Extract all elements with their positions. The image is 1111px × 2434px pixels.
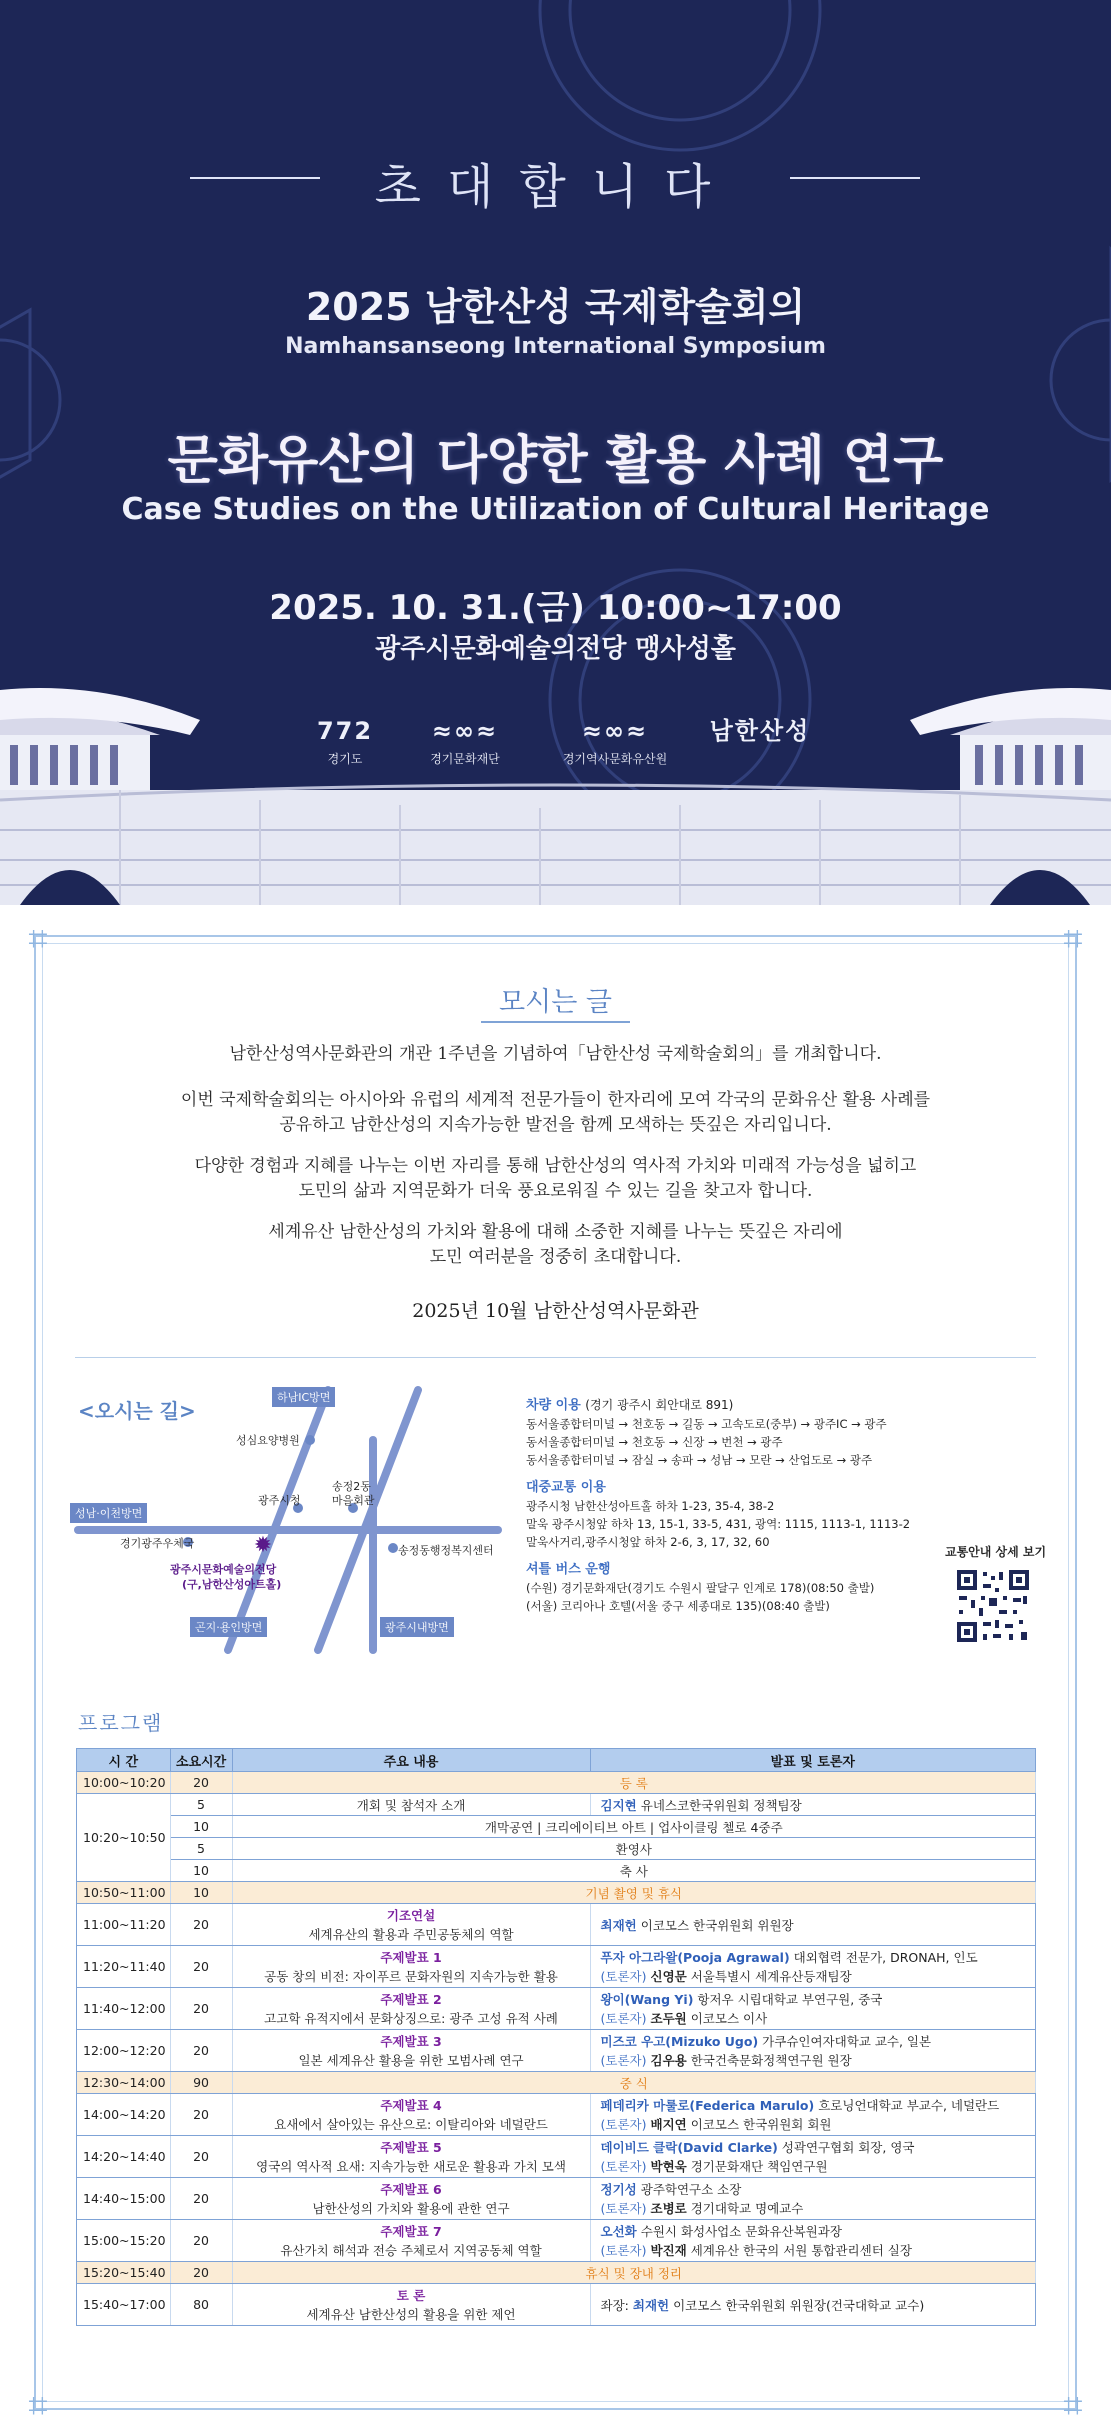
cell-duration: 10 — [170, 1860, 232, 1882]
letter-paragraph — [100, 1154, 1011, 1204]
program-title: 프로그램 — [78, 1711, 164, 1735]
car-route: 동서울종합터미널 → 잠실 → 송파 → 성남 → 모란 → 산업도로 → 광주 — [526, 1453, 873, 1467]
table-row — [77, 2030, 1036, 2072]
table-row — [77, 1816, 1036, 1838]
letter-title: 모시는 글 — [499, 987, 612, 1018]
cell-time: 14:20~14:40 — [77, 2136, 171, 2178]
cell-content: 등 록 — [232, 1772, 1035, 1794]
cell-time: 11:20~11:40 — [77, 1946, 171, 1988]
cell-time: 10:20~10:50 — [77, 1794, 171, 1882]
event-venue: 광주시문화예술의전당 맹사성홀 — [375, 634, 736, 664]
cell-speaker: 좌장: 최재헌 이코모스 한국위원회 위원장(건국대학교 교수) — [590, 2284, 1035, 2326]
cell-time: 15:00~15:20 — [77, 2220, 171, 2262]
cell-content: 축 사 — [232, 1860, 1035, 1882]
table-row — [77, 1946, 1036, 1988]
transport-info — [526, 1390, 946, 1615]
col-time: 시 간 — [77, 1749, 171, 1772]
cell-content: 기념 촬영 및 휴식 — [232, 1882, 1035, 1904]
qr-code-icon[interactable] — [955, 1568, 1031, 1644]
cell-content: 주제발표 5 영국의 역사적 요새: 지속가능한 새로운 활용과 가치 모색 — [232, 2136, 590, 2178]
cell-content: 중 식 — [232, 2072, 1035, 2094]
shuttle-line: (서울) 코리아나 호텔(서울 중구 세종대로 135)(08:40 출발) — [526, 1599, 830, 1613]
car-route: 동서울종합터미널 → 천호동 → 신장 → 번천 → 광주 — [526, 1435, 783, 1449]
cell-speaker: 페데리카 마룰로(Federica Marulo) 흐로닝언대학교 부교수, 네덜란드 (토론자) 배지연 이코모스 한국위원회 회원 — [590, 2094, 1035, 2136]
cell-duration: 20 — [170, 1946, 232, 1988]
logo-gyeonggi-cultural-foundation — [405, 716, 525, 767]
logo-label: 경기역사문화유산원 — [562, 752, 668, 766]
table-row — [77, 2178, 1036, 2220]
table-row — [77, 1794, 1036, 1816]
cell-speaker: 최재헌 이코모스 한국위원회 위원장 — [590, 1904, 1035, 1946]
map-label-songjeong: 송정2동 — [332, 1480, 371, 1493]
letter-signature: 2025년 10월 남한산성역사문화관 — [412, 1300, 699, 1322]
cell-duration: 90 — [170, 2072, 232, 2094]
map-label-seongnam: 성남·이천방면 — [70, 1503, 147, 1523]
col-duration: 소요시간 — [170, 1749, 232, 1772]
table-row — [77, 1772, 1036, 1794]
cell-speaker: 푸자 아그라왈(Pooja Agrawal) 대외협력 전문가, DRONAH, 인도 (토론자) 신영문 서울특별시 세계유산등재팀장 — [590, 1946, 1035, 1988]
map-label-hanam-ic: 하남IC방면 — [272, 1387, 335, 1407]
cell-content: 주제발표 6 남한산성의 가치와 활용에 관한 연구 — [232, 2178, 590, 2220]
sponsor-logos — [305, 716, 825, 776]
logo-mark: 772 — [316, 717, 374, 745]
cell-duration: 10 — [170, 1816, 232, 1838]
cell-content: 주제발표 7 유산가치 해석과 전승 주체로서 지역공동체 역할 — [232, 2220, 590, 2262]
cell-content: 휴식 및 장내 정리 — [232, 2262, 1035, 2284]
logo-namhansanseong — [705, 716, 815, 746]
cell-time: 15:40~17:00 — [77, 2284, 171, 2326]
paragraph-line: 도민 여러분을 정중히 초대합니다. — [429, 1247, 682, 1267]
cell-duration: 20 — [170, 1988, 232, 2030]
cell-speaker: 미즈코 우고(Mizuko Ugo) 가쿠슈인여자대학교 교수, 일본 (토론자) 김우용 한국건축문화정책연구원 원장 — [590, 2030, 1035, 2072]
car-heading: 차량 이용 (경기 광주시 회안대로 891) — [526, 1398, 734, 1413]
cell-content: 기조연설 세계유산의 활용과 주민공동체의 역할 — [232, 1904, 590, 1946]
cell-speaker: 데이비드 클락(David Clarke) 성곽연구협회 회장, 영국 (토론자) 박현욱 경기문화재단 책임연구원 — [590, 2136, 1035, 2178]
col-content: 주요 내용 — [232, 1749, 590, 1772]
cell-duration: 20 — [170, 1772, 232, 1794]
cell-speaker: 오선화 수원시 화성사업소 문화유산복원과장 (토론자) 박진재 세계유산 한국의 서원 통합관리센터 실장 — [590, 2220, 1035, 2262]
table-row — [77, 1904, 1036, 1946]
cell-content: 주제발표 1 공동 창의 비전: 자이푸르 문화자원의 지속가능한 활용 — [232, 1946, 590, 1988]
col-speaker: 발표 및 토론자 — [590, 1749, 1035, 1772]
cell-time: 10:00~10:20 — [77, 1772, 171, 1794]
map-label-hospital: 성심요양병원 — [236, 1434, 300, 1447]
table-row — [77, 1860, 1036, 1882]
map-label-venue-old: (구,남한산성아트홀) — [182, 1578, 282, 1591]
event-date: 2025. 10. 31.(금) 10:00~17:00 — [269, 588, 842, 628]
paragraph-line: 이번 국제학술회의는 아시아와 유럽의 세계적 전문가들이 한자리에 모여 각국의 문화유산 활용 사례를 — [180, 1090, 931, 1110]
cell-time: 12:30~14:00 — [77, 2072, 171, 2094]
corner-ornament-icon: ⌗ — [28, 2386, 48, 2426]
logo-mark: ≈∞≈ — [581, 717, 649, 745]
transit-line: 광주시청 남한산성아트홀 하차 1-23, 35-4, 38-2 — [526, 1499, 775, 1513]
cell-content: 주제발표 2 고고학 유적지에서 문화상징으로: 광주 고성 유적 사례 — [232, 1988, 590, 2030]
logo-gyeonggi — [305, 716, 385, 767]
event-theme-en: Case Studies on the Utilization of Cultural Heritage — [121, 492, 990, 527]
cell-speaker: 왕이(Wang Yi) 항저우 시립대학교 부연구원, 중국 (토론자) 조두원 이코모스 이사 — [590, 1988, 1035, 2030]
table-row — [77, 2094, 1036, 2136]
letter-paragraph — [100, 1042, 1011, 1067]
cell-content: 주제발표 3 일본 세계유산 활용을 위한 모범사례 연구 — [232, 2030, 590, 2072]
cell-content: 환영사 — [232, 1838, 1035, 1860]
cell-time: 11:40~12:00 — [77, 1988, 171, 2030]
map-label-post-office: 경기광주우체국 — [120, 1537, 195, 1550]
cell-duration: 20 — [170, 2094, 232, 2136]
table-row — [77, 1882, 1036, 1904]
hero-banner — [0, 0, 1111, 905]
cell-content: 주제발표 4 요새에서 살아있는 유산으로: 이탈리아와 네덜란드 — [232, 2094, 590, 2136]
svg-text:✹: ✹ — [253, 1533, 273, 1558]
section-divider — [75, 1357, 1036, 1358]
qr-label: 교통안내 상세 보기 — [945, 1545, 1047, 1559]
logo-heritage-institute — [545, 716, 685, 767]
logo-mark: ≈∞≈ — [431, 717, 499, 745]
cell-duration: 5 — [170, 1838, 232, 1860]
cell-duration: 20 — [170, 1904, 232, 1946]
shuttle-heading: 셔틀 버스 운행 — [526, 1562, 611, 1577]
invite-heading: 초대합니다 — [374, 159, 737, 215]
corner-ornament-icon: ⌗ — [1063, 2386, 1083, 2426]
cell-speaker: 김지현 유네스코한국위원회 정책팀장 — [590, 1794, 1035, 1816]
logo-mark: 남한산성 — [709, 717, 811, 745]
table-row — [77, 2072, 1036, 2094]
map-label-city-hall: 광주시청 — [258, 1494, 301, 1507]
directions-title: <오시는 길> — [78, 1399, 196, 1423]
map-label-welfare-center: 송정동행정복지센터 — [398, 1544, 494, 1557]
left-pavilion-graphic — [0, 688, 200, 790]
event-title: 2025 남한산성 국제학술회의 — [305, 285, 806, 329]
table-row — [77, 2284, 1036, 2326]
cell-time: 14:00~14:20 — [77, 2094, 171, 2136]
cell-time: 15:20~15:40 — [77, 2262, 171, 2284]
cell-duration: 20 — [170, 2262, 232, 2284]
cell-duration: 5 — [170, 1794, 232, 1816]
cell-duration: 20 — [170, 2220, 232, 2262]
event-title-en: Namhansanseong International Symposium — [285, 334, 826, 359]
map-label-downtown: 광주시내방면 — [380, 1617, 454, 1637]
transit-line: 말욱 광주시청앞 하차 13, 15-1, 33-5, 431, 광역: 1115, 1113-1, 1113-2 — [526, 1517, 911, 1531]
letter-paragraph — [100, 1220, 1011, 1270]
cell-content: 토 론 세계유산 남한산성의 활용을 위한 제언 — [232, 2284, 590, 2326]
table-row — [77, 2136, 1036, 2178]
table-row — [77, 2262, 1036, 2284]
cell-duration: 80 — [170, 2284, 232, 2326]
event-theme: 문화유산의 다양한 활용 사례 연구 — [167, 431, 944, 491]
cell-time: 10:50~11:00 — [77, 1882, 171, 1904]
cell-duration: 20 — [170, 2178, 232, 2220]
car-route: 동서울종합터미널 → 천호동 → 길동 → 고속도로(중부) → 광주IC → 광주 — [526, 1417, 887, 1431]
table-row — [77, 2220, 1036, 2262]
paragraph-line: 공유하고 남한산성의 지속가능한 발전을 함께 모색하는 뜻깊은 자리입니다. — [279, 1115, 832, 1135]
map-label-venue: 광주시문화예술의전당 — [170, 1563, 277, 1576]
cell-duration: 20 — [170, 2030, 232, 2072]
corner-ornament-icon: ⌗ — [1063, 919, 1083, 959]
transit-line: 말욱사거리,광주시청앞 하차 2-6, 3, 17, 32, 60 — [526, 1535, 770, 1549]
table-row — [77, 1838, 1036, 1860]
corner-ornament-icon: ⌗ — [28, 919, 48, 959]
fortress-wall-graphic — [0, 785, 1111, 905]
paragraph-line: 도민의 삶과 지역문화가 더욱 풍요로워질 수 있는 길을 찾고자 합니다. — [298, 1181, 813, 1201]
paragraph-line: 세계유산 남한산성의 가치와 활용에 대해 소중한 지혜를 나누는 뜻깊은 자리에 — [268, 1222, 843, 1242]
shuttle-line: (수원) 경기문화재단(경기도 수원시 팔달구 인계로 178)(08:50 출발) — [526, 1581, 875, 1595]
cell-duration: 20 — [170, 2136, 232, 2178]
map-label-gonji: 곤지·용인방면 — [190, 1617, 267, 1637]
paragraph-line: 남한산성역사문화관의 개관 1주년을 기념하여「남한산성 국제학술회의」를 개최합니다. — [229, 1044, 882, 1064]
transit-heading: 대중교통 이용 — [526, 1480, 606, 1495]
program-table — [76, 1748, 1036, 2326]
letter-paragraph — [100, 1088, 1011, 1138]
letter-title-underline — [481, 1021, 630, 1023]
logo-label: 경기도 — [327, 752, 363, 766]
right-pavilion-graphic — [910, 688, 1111, 790]
cell-content: 개막공연 | 크리에이티브 아트 | 업사이클링 첼로 4중주 — [232, 1816, 1035, 1838]
cell-duration: 10 — [170, 1882, 232, 1904]
cell-time: 12:00~12:20 — [77, 2030, 171, 2072]
map-label-village-hall: 마을회관 — [332, 1494, 375, 1507]
cell-content: 개회 및 참석자 소개 — [232, 1794, 590, 1816]
paragraph-line: 다양한 경험과 지혜를 나누는 이번 자리를 통해 남한산성의 역사적 가치와 미래적 가능성을 넓히고 — [194, 1156, 917, 1176]
cell-time: 11:00~11:20 — [77, 1904, 171, 1946]
cell-speaker: 정기성 광주학연구소 소장 (토론자) 조병로 경기대학교 명예교수 — [590, 2178, 1035, 2220]
cell-time: 14:40~15:00 — [77, 2178, 171, 2220]
table-row — [77, 1988, 1036, 2030]
program-header-row — [77, 1749, 1036, 1772]
logo-label: 경기문화재단 — [430, 752, 500, 766]
